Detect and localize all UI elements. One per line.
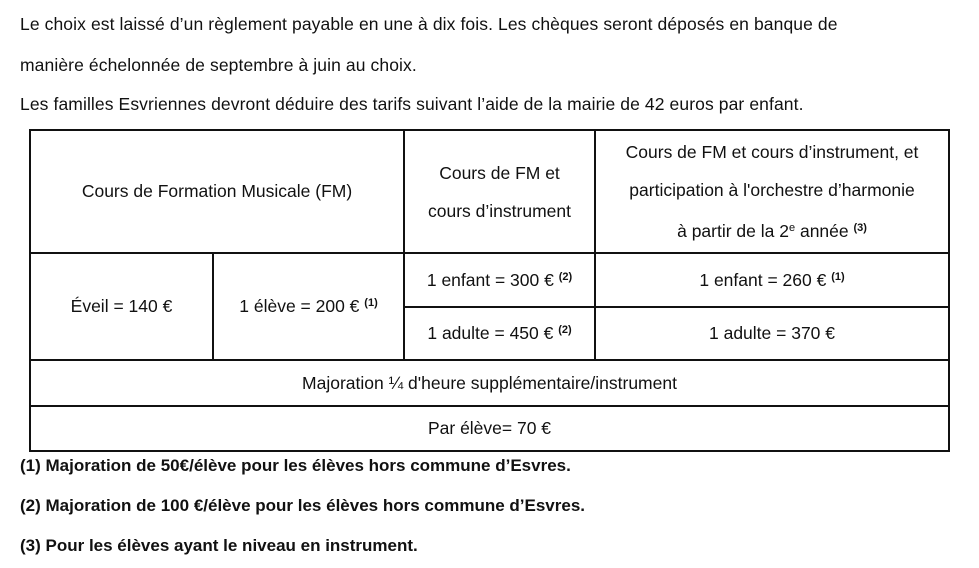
header-orchestre-line3-end: année bbox=[795, 221, 854, 241]
header-orchestre-line3 bbox=[677, 221, 867, 241]
fm-inst-enfant-note-ref: (2) bbox=[558, 270, 573, 283]
intro-line-3: Les familles Esvriennes devront déduire des tarifs suivant l’aide de la mairie de 42 euros par enfant. bbox=[20, 94, 804, 114]
cell-par-eleve: Par élève= 70 € bbox=[30, 406, 949, 451]
header-fm-instrument bbox=[404, 130, 595, 253]
header-orchestre-ordinal: e bbox=[788, 222, 796, 234]
fm-inst-adulte-note-ref: (2) bbox=[558, 324, 572, 336]
cell-orch-adulte: 1 adulte = 370 € bbox=[595, 307, 949, 360]
table-row-par-eleve bbox=[30, 406, 949, 451]
header-fm-instrument-line1: Cours de FM et bbox=[439, 162, 560, 183]
header-orchestre-note-ref: (3) bbox=[853, 222, 867, 234]
header-fm-instrument-line2: cours d’instrument bbox=[428, 200, 571, 221]
eleve-fm-price: 1 élève = 200 € bbox=[239, 296, 360, 316]
tarifs-table bbox=[29, 129, 950, 452]
cell-eleve-fm bbox=[213, 253, 404, 360]
eleve-fm-note-ref: (1) bbox=[364, 297, 378, 309]
header-orchestre-line2: participation à l'orchestre d’harmonie bbox=[629, 180, 915, 200]
cell-fm-inst-adulte bbox=[404, 307, 595, 360]
footnote-1: (1) Majoration de 50€/élève pour les élèves hors commune d’Esvres. bbox=[20, 456, 571, 475]
footnote-2: (2) Majoration de 100 €/élève pour les élèves hors commune d’Esvres. bbox=[20, 496, 586, 515]
orch-enfant-price: 1 enfant = 260 € bbox=[699, 269, 827, 290]
cell-fm-inst-enfant bbox=[404, 253, 595, 307]
table-row-majoration bbox=[30, 360, 949, 406]
fm-inst-enfant-price: 1 enfant = 300 € bbox=[426, 269, 554, 290]
table-header-row bbox=[30, 130, 949, 253]
header-orchestre bbox=[595, 130, 949, 253]
intro-line-2: manière échelonnée de septembre à juin au choix. bbox=[20, 55, 417, 75]
cell-majoration: Majoration ¼ d'heure supplémentaire/instrument bbox=[30, 360, 949, 406]
fm-inst-adulte-price: 1 adulte = 450 € bbox=[427, 323, 554, 343]
footnote-3: (3) Pour les élèves ayant le niveau en instrument. bbox=[20, 536, 418, 555]
header-formation-musicale: Cours de Formation Musicale (FM) bbox=[30, 130, 404, 253]
cell-eveil: Éveil = 140 € bbox=[30, 253, 213, 360]
table-row-enfant bbox=[30, 253, 949, 307]
header-orchestre-line3-start: à partir de la 2 bbox=[677, 221, 789, 241]
cell-orch-enfant bbox=[595, 253, 949, 307]
orch-enfant-note-ref: (1) bbox=[831, 270, 845, 283]
intro-line-1: Le choix est laissé d’un règlement payable en une à dix fois. Les chèques seront déposés en banque de bbox=[20, 14, 838, 34]
header-orchestre-line1: Cours de FM et cours d’instrument, et bbox=[625, 142, 919, 162]
